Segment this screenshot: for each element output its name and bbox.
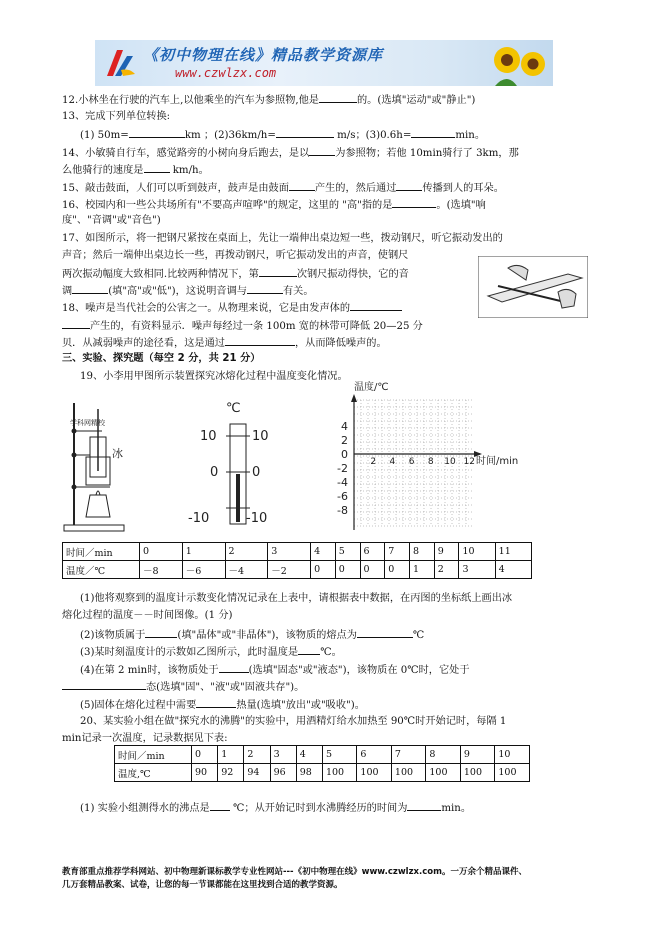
bing-x-tick: 2 (370, 457, 377, 467)
table-cell: 5 (322, 746, 356, 764)
answer-blank[interactable] (62, 318, 90, 329)
table-cell: 7 (391, 746, 425, 764)
table-cell: －4 (225, 561, 268, 579)
question-16-cont: 度"、"音调"或"音色") (62, 215, 161, 226)
table-cell: 100 (426, 764, 460, 782)
table-cell: 100 (322, 764, 356, 782)
table-cell: 4 (311, 543, 336, 561)
answer-blank[interactable] (72, 283, 108, 294)
table-cell: 0 (360, 561, 385, 579)
question-15: 15、敲击鼓面，人们可以听到鼓声，鼓声是由鼓面 产生的，然后通过 传播到人的耳朵。 (62, 180, 504, 195)
question-20-cont: min记录一次温度，记录数据见下表: (62, 733, 228, 744)
table-cell: 96 (270, 764, 296, 782)
question-18-line2: 产生的，有资料显示．噪声每经过一条 100m 宽的林带可降低 20—25 分 (62, 318, 423, 333)
question-17-line2: 声音；然后一端伸出桌边长一些，再拨动钢尺，听它振动发出的声音，使钢尺 (62, 250, 409, 261)
answer-blank[interactable] (396, 180, 422, 191)
table-cell: 0 (192, 746, 218, 764)
yi-tick-left: 0 (210, 465, 219, 480)
bing-y-tick: 4 (341, 420, 348, 433)
question-13-items: (1) 50m= km ；(2)36km/h= m/s；(3)0.6h= min。 (80, 127, 485, 142)
question-17-line4: 调 (填"高"或"低")，这说明音调与 有关。 (62, 283, 314, 298)
table-cell: 2 (244, 746, 270, 764)
bing-xlabel: 时间/min (476, 456, 519, 467)
answer-blank[interactable] (309, 145, 335, 156)
jia-label-ice: 冰 (112, 447, 123, 460)
answer-blank[interactable] (392, 197, 436, 208)
table-cell: －2 (268, 561, 311, 579)
footer-line: 教育部重点推荐学科网站、初中物理新课标教学专业性网站---《初中物理在线》www.czwlzx.com。一万余个精品课件、 (62, 867, 527, 877)
yi-tick-right: 10 (252, 429, 269, 444)
bing-y-tick: 0 (341, 448, 348, 461)
table-cell: 92 (218, 764, 244, 782)
question-19-4-cont: 态(选填"固"、"液"或"固液共存")。 (62, 679, 304, 694)
table-row (115, 746, 530, 764)
table-cell: 3 (459, 561, 495, 579)
table-cell: 10 (459, 543, 495, 561)
table-cell: －8 (140, 561, 183, 579)
answer-blank[interactable] (289, 180, 315, 191)
table-cell: 3 (268, 543, 311, 561)
boiling-data-table (114, 745, 530, 782)
table-cell: 100 (460, 764, 494, 782)
header-banner (95, 40, 553, 86)
table-cell: 9 (460, 746, 494, 764)
question-19-1: (1)他将观察到的温度计示数变化情况记录在上表中，请根据表中数据，在丙图的坐标纸上画出冰 (80, 593, 513, 604)
question-18: 18、噪声是当代社会的公害之一。从物理来说，它是由发声体的 (62, 300, 402, 315)
bing-ylabel: 温度/℃ (354, 382, 389, 393)
bing-x-tick: 10 (444, 457, 456, 467)
table-cell: 2 (225, 543, 268, 561)
question-17-line3: 两次振动幅度大致相同.比较两种情况下，第 次钢尺振动得快，它的音 (62, 266, 409, 281)
ruler-on-desk-figure (478, 256, 588, 318)
answer-blank[interactable] (350, 300, 402, 311)
table-row (115, 764, 530, 782)
banner-title: 《初中物理在线》精品教学资源库 (143, 46, 384, 64)
table-cell: 8 (410, 543, 435, 561)
question-19-2: (2)该物质属于 (填"晶体"或"非晶体")，该物质的熔点为 ℃ (80, 627, 424, 642)
table-cell: 1 (410, 561, 435, 579)
answer-blank[interactable] (407, 800, 441, 811)
question-19: 19、小李用甲图所示装置探究冰熔化过程中温度变化情况。 (80, 371, 348, 382)
temperature-time-grid-bing (330, 380, 530, 532)
table-cell: 10 (495, 746, 530, 764)
table-cell: 5 (335, 543, 360, 561)
table-cell: 100 (495, 764, 530, 782)
table-cell: 8 (426, 746, 460, 764)
table-cell: 温度,℃ (115, 764, 192, 782)
table-cell: 4 (296, 746, 322, 764)
table-cell: 7 (385, 543, 410, 561)
question-19-4: (4)在第 2 min时，该物质处于 (选填"固态"或"液态")，该物质在 0℃时，它处于 (80, 662, 470, 677)
question-20-1: (1) 实验小组测得水的沸点是 ℃；从开始记时到水沸腾经历的时间为 min。 (80, 800, 471, 815)
bing-y-tick: -2 (337, 462, 348, 475)
bing-y-tick: 2 (341, 434, 348, 447)
sunflower-image (487, 42, 549, 86)
table-cell: 1 (182, 543, 225, 561)
bing-y-tick: -4 (337, 476, 348, 489)
question-13-title: 13、完成下列单位转换: (62, 111, 171, 122)
answer-blank[interactable] (357, 627, 413, 638)
answer-blank[interactable] (225, 335, 295, 346)
bing-y-tick: -8 (337, 504, 348, 517)
table-cell: 1 (218, 746, 244, 764)
table-cell: 时间／min (63, 543, 140, 561)
table-cell: 100 (357, 764, 391, 782)
answer-blank[interactable] (276, 127, 334, 138)
answer-blank[interactable] (196, 697, 236, 708)
answer-blank[interactable] (144, 162, 170, 173)
question-20: 20、某实验小组在做"探究水的沸腾"的实验中，用酒精灯给水加热至 90℃时开始记时，每隔 1 (80, 716, 507, 727)
answer-blank[interactable] (319, 92, 357, 103)
yi-tick-right: -10 (246, 511, 268, 526)
table-cell: 6 (357, 746, 391, 764)
jia-label-top: 学科网精校 (70, 419, 105, 427)
table-row (63, 561, 532, 579)
table-cell: 98 (296, 764, 322, 782)
apparatus-figure-jia (60, 395, 130, 535)
table-cell: 6 (360, 543, 385, 561)
question-17: 17、如图所示，将一把钢尺紧按在桌面上，先让一端伸出桌边短一些，拨动钢尺，听它振动发出的 (62, 233, 503, 244)
thermometer-figure-yi (180, 400, 280, 535)
question-19-3: (3)某时刻温度计的示数如乙图所示，此时温度是 ℃。 (80, 644, 342, 659)
table-cell: 100 (391, 764, 425, 782)
question-18-line3: 贝．从减弱噪声的途径看，这是通过 ，从而降低噪声的。 (62, 335, 387, 350)
bing-x-tick: 8 (427, 457, 434, 467)
bing-y-tick: -6 (337, 490, 348, 503)
bing-x-tick: 12 (463, 457, 475, 467)
bing-x-tick: 4 (389, 457, 396, 467)
footer-line: 几万套精品教案、试卷，让您的每一节课都能在这里找到合适的教学资源。 (62, 880, 343, 890)
answer-blank[interactable] (210, 800, 230, 811)
table-cell: 0 (311, 561, 336, 579)
table-cell: 0 (385, 561, 410, 579)
table-cell: －6 (182, 561, 225, 579)
answer-blank[interactable] (259, 266, 297, 277)
question-12: 12.小林坐在行驶的汽车上,以他乘坐的汽车为参照物,他是 的。(选填"运动"或"静止") (62, 92, 475, 107)
melting-data-table (62, 542, 532, 579)
table-cell: 0 (140, 543, 183, 561)
table-cell: 9 (434, 543, 459, 561)
table-cell: 94 (244, 764, 270, 782)
table-cell: 11 (495, 543, 531, 561)
question-16: 16、校园内和一些公共场所有"不要高声喧哗"的规定，这里的 "高"指的是 。(选填"响 (62, 197, 486, 212)
table-cell: 4 (495, 561, 531, 579)
table-cell: 90 (192, 764, 218, 782)
table-cell: 3 (270, 746, 296, 764)
yi-tick-left: 10 (200, 429, 217, 444)
answer-blank[interactable] (247, 283, 283, 294)
table-cell: 时间／min (115, 746, 192, 764)
answer-blank[interactable] (145, 627, 177, 638)
question-19-5: (5)固体在熔化过程中需要 热量(选填"放出"或"吸收")。 (80, 697, 365, 712)
question-14-cont: 么他骑行的速度是 km/h。 (62, 162, 209, 177)
question-19-1-cont: 熔化过程的温度－－时间图像。(1 分) (62, 610, 233, 621)
answer-blank[interactable] (62, 679, 146, 690)
yi-tick-left: -10 (188, 511, 210, 526)
site-logo (103, 46, 137, 80)
question-14: 14、小敏骑自行车，感觉路旁的小树向身后跑去，是以 为参照物；若他 10min骑行了 3km，那 (62, 145, 519, 160)
banner-url[interactable]: www.czwlzx.com (175, 66, 277, 80)
answer-blank[interactable] (298, 644, 320, 655)
answer-blank[interactable] (411, 127, 455, 138)
yi-unit: ℃ (226, 401, 241, 416)
answer-blank[interactable] (129, 127, 185, 138)
table-cell: 0 (335, 561, 360, 579)
table-cell: 温度／℃ (63, 561, 140, 579)
answer-blank[interactable] (219, 662, 249, 673)
bing-x-tick: 6 (408, 457, 415, 467)
table-row (63, 543, 532, 561)
yi-tick-right: 0 (252, 465, 261, 480)
table-cell: 2 (434, 561, 459, 579)
section-heading: 三、实验、探究题（每空 2 分，共 21 分） (62, 353, 261, 364)
